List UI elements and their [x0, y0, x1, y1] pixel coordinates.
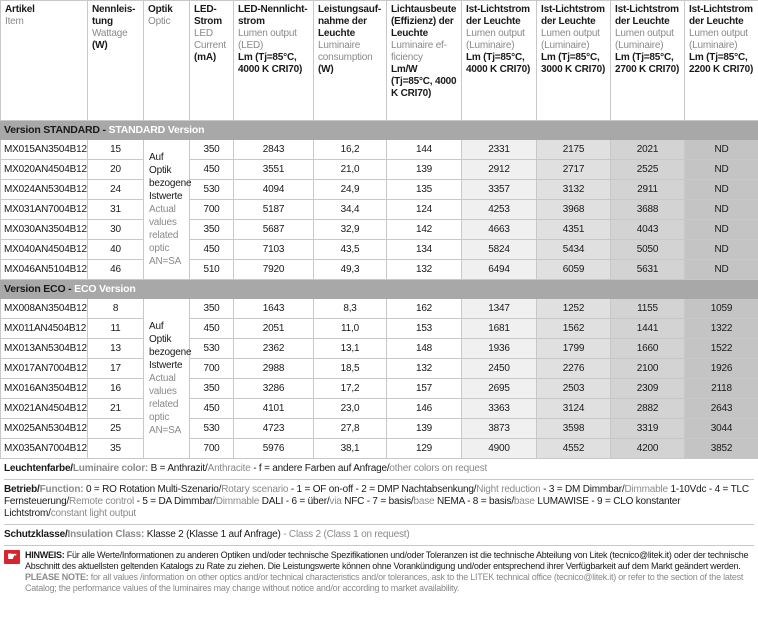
column-header [234, 1, 314, 121]
table-row [1, 160, 758, 180]
table-cell: 2175 [537, 140, 611, 160]
article-code: MX015AN3504B12 [1, 140, 88, 160]
table-cell: 2911 [611, 180, 685, 200]
column-header-unit: (W) [92, 40, 108, 51]
column-header-unit: Lm (Tj=85°C, 2200 K CRI70) [689, 52, 754, 75]
table-cell: ND [685, 240, 758, 260]
disclaimer-text [25, 550, 754, 594]
table-cell: 5187 [234, 200, 314, 220]
table-cell: 450 [190, 319, 234, 339]
table-cell: 4900 [462, 439, 537, 459]
table-row [1, 319, 758, 339]
article-code: MX046AN5104B12 [1, 260, 88, 280]
table-cell: 6059 [537, 260, 611, 280]
column-header-en: Luminaire consumption [318, 40, 373, 63]
table-cell: 46 [88, 260, 144, 280]
luminaire-color-note [4, 459, 754, 480]
pointing-hand-icon: ☛ [4, 550, 20, 564]
table-cell: 139 [387, 160, 462, 180]
column-header-unit: (W) [318, 64, 334, 75]
table-cell: 530 [190, 180, 234, 200]
table-cell: 124 [387, 200, 462, 220]
function-label-de: Betrieb/ [4, 484, 40, 495]
table-cell: 4101 [234, 399, 314, 419]
table-cell: 38,1 [314, 439, 387, 459]
table-cell: ND [685, 200, 758, 220]
table-cell: 24 [88, 180, 144, 200]
table-cell: ND [685, 180, 758, 200]
article-code: MX020AN4504B12 [1, 160, 88, 180]
table-cell: 24,9 [314, 180, 387, 200]
table-cell: 148 [387, 339, 462, 359]
table-cell: 1347 [462, 299, 537, 319]
column-header [537, 1, 611, 121]
table-cell: 11 [88, 319, 144, 339]
function-part-de: 1-10Vdc - 4 = TLC Fernsteuerung/ [4, 484, 749, 507]
table-cell: 2912 [462, 160, 537, 180]
table-cell: 27,8 [314, 419, 387, 439]
column-header-en: Wattage [92, 28, 128, 39]
table-cell: 530 [190, 339, 234, 359]
section-title [1, 121, 758, 140]
table-cell: 350 [190, 220, 234, 240]
column-header-de: Artikel [5, 4, 35, 15]
table-cell: 157 [387, 379, 462, 399]
table-cell: 15 [88, 140, 144, 160]
section-title-separator: - [65, 283, 75, 295]
column-header-unit: (mA) [194, 52, 216, 63]
table-cell: ND [685, 140, 758, 160]
column-header-unit: Lm/W (Tj=85°C, 4000 K CRI70) [391, 64, 457, 99]
table-row [1, 240, 758, 260]
table-cell: 1155 [611, 299, 685, 319]
table-cell: 132 [387, 359, 462, 379]
section-title-separator: - [99, 124, 109, 136]
column-header-de: Ist-Lichtstrom der Leuchte [615, 4, 679, 27]
function-part-en: Remote control [69, 496, 135, 507]
column-header-en: LED Current [194, 28, 226, 51]
table-cell: 1643 [234, 299, 314, 319]
table-cell: 2643 [685, 399, 758, 419]
function-part-en: Dimmable [215, 496, 260, 507]
table-cell: 4351 [537, 220, 611, 240]
column-header-unit: Lm (Tj=85°C, 4000 K CRI70) [238, 52, 303, 75]
table-cell: 2525 [611, 160, 685, 180]
table-cell: 3598 [537, 419, 611, 439]
table-row [1, 359, 758, 379]
table-cell: 2100 [611, 359, 685, 379]
insulation-text-de: Klasse 2 (Klasse 1 auf Anfrage) [144, 529, 281, 540]
optic-text-de: Auf Optik bezogene Istwerte [149, 321, 192, 371]
table-cell: 350 [190, 299, 234, 319]
optic-text-de: Auf Optik bezogene Istwerte [149, 152, 192, 202]
optic-cell [144, 140, 190, 280]
table-cell: 700 [190, 439, 234, 459]
table-cell: 162 [387, 299, 462, 319]
function-label-en: Function: [39, 484, 84, 495]
column-header-unit: Lm (Tj=85°C, 3000 K CRI70) [541, 52, 606, 75]
table-row [1, 220, 758, 240]
function-part-de: 0 = RO Rotation Multi-Szenario/ [83, 484, 222, 495]
table-cell: 4043 [611, 220, 685, 240]
table-cell: 1059 [685, 299, 758, 319]
color-text-en-2: other colors on request [389, 463, 488, 474]
color-text-de-2: - f = andere Farben auf Anfrage/ [250, 463, 390, 474]
function-part-en: constant light output [50, 508, 137, 519]
table-cell: 3132 [537, 180, 611, 200]
table-cell: 2882 [611, 399, 685, 419]
column-header-en: Item [5, 16, 24, 27]
table-cell: 11,0 [314, 319, 387, 339]
section-title-de: Version ECO [4, 283, 66, 295]
table-cell: 3688 [611, 200, 685, 220]
section-title [1, 280, 758, 299]
function-part-en: via [329, 496, 342, 507]
function-part-de: - 5 = DA Dimmbar/ [134, 496, 216, 507]
column-header [462, 1, 537, 121]
column-header [144, 1, 190, 121]
header-row [1, 1, 758, 121]
table-cell: 450 [190, 160, 234, 180]
table-cell: 8 [88, 299, 144, 319]
function-part-en: Night reduction [476, 484, 541, 495]
article-code: MX030AN3504B12 [1, 220, 88, 240]
table-cell: 2331 [462, 140, 537, 160]
table-row [1, 140, 758, 160]
table-cell: 1660 [611, 339, 685, 359]
table-cell: 4094 [234, 180, 314, 200]
table-cell: 17,2 [314, 379, 387, 399]
table-cell: 5976 [234, 439, 314, 459]
column-header [88, 1, 144, 121]
column-header [1, 1, 88, 121]
color-text-de-1: B = Anthrazit/ [148, 463, 208, 474]
column-header [190, 1, 234, 121]
table-row [1, 260, 758, 280]
article-code: MX040AN4504B12 [1, 240, 88, 260]
table-cell: 5050 [611, 240, 685, 260]
table-cell: 2695 [462, 379, 537, 399]
table-cell: 1936 [462, 339, 537, 359]
table-row [1, 299, 758, 319]
table-cell: 17 [88, 359, 144, 379]
article-code: MX011AN4504B12 [1, 319, 88, 339]
table-cell: 1522 [685, 339, 758, 359]
function-part-en: Dimmable [624, 484, 668, 495]
table-row [1, 200, 758, 220]
table-cell: 142 [387, 220, 462, 240]
insulation-label-de: Schutzklasse/ [4, 529, 68, 540]
table-header [1, 1, 758, 121]
table-cell: 7920 [234, 260, 314, 280]
table-cell: 13 [88, 339, 144, 359]
table-row [1, 180, 758, 200]
table-cell: 23,0 [314, 399, 387, 419]
table-cell: 1441 [611, 319, 685, 339]
table-cell: 135 [387, 180, 462, 200]
column-header [314, 1, 387, 121]
table-cell: 1926 [685, 359, 758, 379]
table-cell: 700 [190, 359, 234, 379]
column-header-unit: Lm (Tj=85°C, 4000 K CRI70) [466, 52, 531, 75]
column-header-de: Nennleis-tung [92, 4, 136, 27]
table-cell: 450 [190, 240, 234, 260]
function-part-en: base [413, 496, 435, 507]
table-cell: 3852 [685, 439, 758, 459]
function-part-de: - 3 = DM Dimmbar/ [540, 484, 625, 495]
disclaimer-label-de: HINWEIS: [25, 550, 65, 560]
table-cell: 2051 [234, 319, 314, 339]
table-row [1, 339, 758, 359]
insulation-label-en: Insulation Class: [67, 529, 145, 540]
color-text-en-1: Anthracite [207, 463, 251, 474]
table-cell: 13,1 [314, 339, 387, 359]
disclaimer-text-de: Für alle Werte/Informationen zu anderen Optiken und/oder technische Spezifikationen und/oder Toleranzen ist die technische Abteilung von Litek (tecnico@litek.it) oder der technische Abschnitt des aktuellsten geltenden Katalogs zu Rate zu ziehen. Die Leistungswerte können ohne Vorankündigung und/oder entsprechend ihrer Verfügbarkeit auf dem Markt geändert werden. [25, 550, 749, 571]
table-cell: 16,2 [314, 140, 387, 160]
section-title-en: ECO Version [74, 283, 136, 295]
table-cell: 1562 [537, 319, 611, 339]
table-cell: 144 [387, 140, 462, 160]
article-code: MX021AN4504B12 [1, 399, 88, 419]
table-cell: 700 [190, 200, 234, 220]
table-cell: 153 [387, 319, 462, 339]
column-header-de: Ist-Lichtstrom der Leuchte [466, 4, 530, 27]
table-cell: 40 [88, 240, 144, 260]
table-cell: 31 [88, 200, 144, 220]
color-label-de: Leuchtenfarbe/ [4, 463, 73, 474]
column-header [685, 1, 758, 121]
table-cell: 34,4 [314, 200, 387, 220]
table-cell: 43,5 [314, 240, 387, 260]
insulation-class-note [4, 525, 754, 546]
table-cell: 2021 [611, 140, 685, 160]
column-header-de: Leistungsauf-nahme der Leuchte [318, 4, 381, 39]
table-cell: 2309 [611, 379, 685, 399]
table-cell: 25 [88, 419, 144, 439]
table-cell: 1252 [537, 299, 611, 319]
article-code: MX035AN7004B12 [1, 439, 88, 459]
section-header [1, 121, 758, 140]
table-cell: 450 [190, 399, 234, 419]
function-part-en: Rotary scenario [221, 484, 289, 495]
table-row [1, 379, 758, 399]
function-part-de: NFC - 7 = basis/ [341, 496, 414, 507]
table-cell: 3319 [611, 419, 685, 439]
table-cell: ND [685, 260, 758, 280]
column-header [611, 1, 685, 121]
table-cell: 350 [190, 379, 234, 399]
column-header-de: Optik [148, 4, 173, 15]
table-cell: 510 [190, 260, 234, 280]
table-cell: 3551 [234, 160, 314, 180]
column-header-en: Luminaire ef-ficiency [391, 40, 447, 63]
column-header [387, 1, 462, 121]
column-header-unit: Lm (Tj=85°C, 2700 K CRI70) [615, 52, 680, 75]
table-cell: 18,5 [314, 359, 387, 379]
table-cell: 2362 [234, 339, 314, 359]
table-cell: 30 [88, 220, 144, 240]
table-cell: 132 [387, 260, 462, 280]
disclaimer-label-en: PLEASE NOTE: [25, 572, 89, 582]
article-code: MX013AN5304B12 [1, 339, 88, 359]
table-cell: 530 [190, 419, 234, 439]
table-cell: 3363 [462, 399, 537, 419]
table-cell: 146 [387, 399, 462, 419]
table-cell: 1799 [537, 339, 611, 359]
table-cell: 21,0 [314, 160, 387, 180]
table-row [1, 399, 758, 419]
function-parts [4, 484, 749, 519]
table-cell: 5434 [537, 240, 611, 260]
table-cell: 4663 [462, 220, 537, 240]
column-header-en: Lumen output (Luminaire) [466, 28, 525, 51]
table-cell: 2118 [685, 379, 758, 399]
table-cell: 32,9 [314, 220, 387, 240]
table-cell: 129 [387, 439, 462, 459]
optic-text-en: Actual values related optic AN=SA [149, 204, 182, 267]
table-body [1, 121, 758, 459]
article-code: MX017AN7004B12 [1, 359, 88, 379]
column-header-de: Lichtausbeute (Effizienz) der Leuchte [391, 4, 457, 39]
table-cell: 134 [387, 240, 462, 260]
column-header-en: Optic [148, 16, 171, 27]
table-cell: ND [685, 160, 758, 180]
table-row [1, 439, 758, 459]
table-cell: 4253 [462, 200, 537, 220]
table-cell: 3286 [234, 379, 314, 399]
table-cell: 2450 [462, 359, 537, 379]
notes [0, 459, 758, 594]
table-cell: 2276 [537, 359, 611, 379]
insulation-text-en: - Class 2 (Class 1 on request) [280, 529, 410, 540]
table-cell: 49,3 [314, 260, 387, 280]
table-cell: 350 [190, 140, 234, 160]
column-header-en: Lumen output (Luminaire) [541, 28, 600, 51]
table-cell: 5687 [234, 220, 314, 240]
function-part-de: NEMA - 8 = basis/ [434, 496, 514, 507]
table-cell: 8,3 [314, 299, 387, 319]
function-part-de: LUMAWISE - 9 = CLO konstanter Lichtstrom/ [4, 496, 681, 519]
table-cell: 7103 [234, 240, 314, 260]
article-code: MX008AN3504B12 [1, 299, 88, 319]
table-cell: 139 [387, 419, 462, 439]
column-header-de: Ist-Lichtstrom der Leuchte [541, 4, 605, 27]
section-header [1, 280, 758, 299]
article-code: MX016AN3504B12 [1, 379, 88, 399]
table-cell: 6494 [462, 260, 537, 280]
column-header-en: Lumen output (Luminaire) [689, 28, 748, 51]
table-cell: 5631 [611, 260, 685, 280]
disclaimer [4, 546, 754, 594]
table-cell: 2843 [234, 140, 314, 160]
table-row [1, 419, 758, 439]
function-part-de: - 1 = OF on-off - 2 = DMP Nachtabsenkung/ [288, 484, 477, 495]
table-cell: 4200 [611, 439, 685, 459]
disclaimer-text-en: for all values /information on other optics and/or technical characteristics and/or tolerances, ask to the LITEK technical office (tecnico@litek.it) or refer to the section of the latest Catalog; the performance values of the luminaires may change without notice and/or according to market availability. [25, 572, 744, 593]
column-header-de: Ist-Lichtstrom der Leuchte [689, 4, 753, 27]
section-title-en: STANDARD Version [108, 124, 205, 136]
article-code: MX025AN5304B12 [1, 419, 88, 439]
section-title-de: Version STANDARD [4, 124, 100, 136]
table-cell: 3968 [537, 200, 611, 220]
table-cell: 3044 [685, 419, 758, 439]
column-header-en: Lumen output (LED) [238, 28, 297, 51]
function-part-de: DALI - 6 = über/ [259, 496, 330, 507]
table-cell: 4723 [234, 419, 314, 439]
table-cell: 16 [88, 379, 144, 399]
column-header-de: LED-Nennlicht-strom [238, 4, 308, 27]
table-cell: 2988 [234, 359, 314, 379]
article-code: MX024AN5304B12 [1, 180, 88, 200]
table-cell: 35 [88, 439, 144, 459]
table-cell: 2503 [537, 379, 611, 399]
optic-cell [144, 299, 190, 459]
function-part-en: base [513, 496, 535, 507]
table-cell: 5824 [462, 240, 537, 260]
table-cell: 20 [88, 160, 144, 180]
table-cell: 3357 [462, 180, 537, 200]
table-cell: 21 [88, 399, 144, 419]
color-label-en: Luminaire color: [72, 463, 149, 474]
optic-text-en: Actual values related optic AN=SA [149, 373, 182, 436]
table-cell: 3873 [462, 419, 537, 439]
table-cell: ND [685, 220, 758, 240]
column-header-de: LED-Strom [194, 4, 222, 27]
table-cell: 4552 [537, 439, 611, 459]
column-header-en: Lumen output (Luminaire) [615, 28, 674, 51]
article-code: MX031AN7004B12 [1, 200, 88, 220]
table-cell: 3124 [537, 399, 611, 419]
table-cell: 1681 [462, 319, 537, 339]
table-cell: 1322 [685, 319, 758, 339]
function-note [4, 480, 754, 525]
table-cell: 2717 [537, 160, 611, 180]
